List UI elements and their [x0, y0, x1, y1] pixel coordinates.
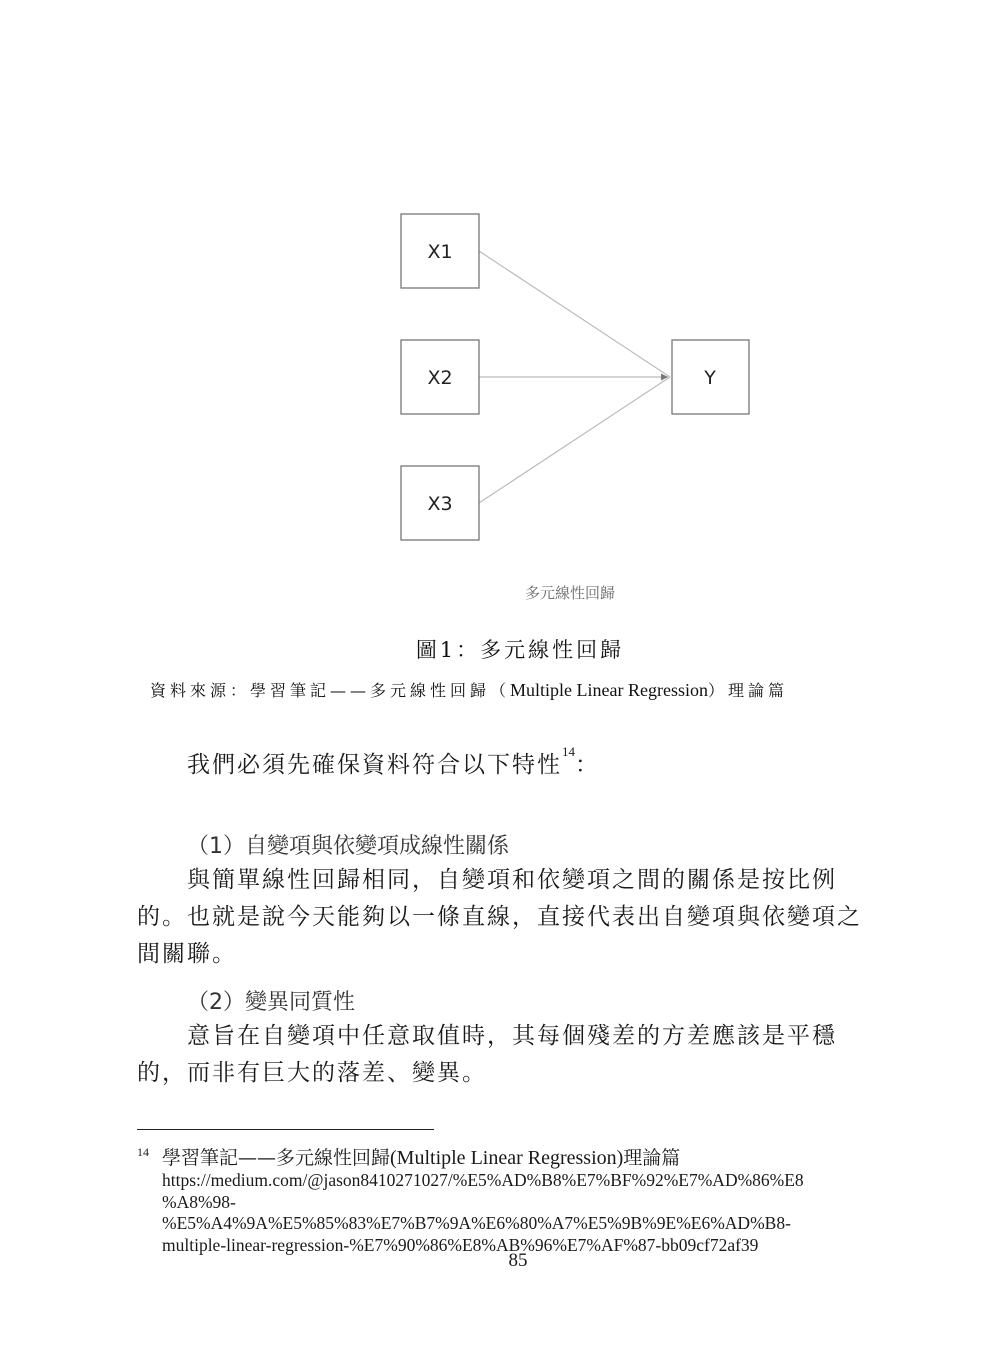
section-2-heading: （2）變異同質性 — [187, 990, 355, 1015]
node-x1-label: X1 — [427, 241, 453, 263]
paragraph-line: 的，而非有巨大的落差、變異。 — [137, 1060, 487, 1086]
figure-caption: 圖1：多元線性回歸 — [415, 638, 625, 662]
edge-x3-y — [479, 377, 670, 503]
node-x3-label: X3 — [427, 493, 453, 515]
paragraph-line: 意旨在自變項中任意取值時，其每個殘差的方差應該是平穩 — [137, 1023, 837, 1049]
footnote-url[interactable] — [162, 1170, 902, 1256]
node-y-label: Y — [704, 367, 716, 389]
section-2-paragraph — [137, 1018, 903, 1092]
source-suffix: ）理論篇 — [707, 681, 788, 700]
edge-x1-y — [479, 251, 670, 377]
footnote-url-line[interactable]: %E5%A4%9A%E5%85%83%E7%B7%9A%E6%80%A7%E5%9B%9E%E6%AD%B8- — [162, 1213, 791, 1233]
footnote-divider — [137, 1129, 434, 1130]
node-x2-label: X2 — [427, 367, 453, 389]
footnote-title — [162, 1143, 680, 1170]
regression-diagram — [0, 0, 1000, 620]
intro-text: 我們必須先確保資料符合以下特性 — [187, 752, 562, 778]
page-number: 85 — [508, 1250, 528, 1271]
footnote-title-latin: (Multiple Linear Regression) — [390, 1147, 624, 1169]
footnote-title-suffix: 理論篇 — [623, 1147, 681, 1169]
footnote-url-line[interactable]: https://medium.com/@jason8410271027/%E5%AD%B8%E7%BF%92%E7%AD%86%E8 — [162, 1170, 804, 1190]
source-latin: Multiple Linear Regression — [510, 680, 708, 700]
footnote-url-line[interactable]: multiple-linear-regression-%E7%90%86%E8%AB%96%E7%AF%87-bb09cf72af39 — [162, 1234, 759, 1255]
paragraph-line: 與簡單線性回歸相同，自變項和依變項之間的關係是按比例 — [137, 867, 837, 893]
source-prefix: 資料來源：學習筆記——多元線性回歸（ — [150, 681, 511, 700]
paragraph-line: 間關聯。 — [137, 941, 237, 967]
footnote-number: 14 — [137, 1145, 149, 1159]
footnote-url-line[interactable]: %A8%98- — [162, 1191, 236, 1212]
paragraph-line: 的。也就是說今天能夠以一條直線，直接代表出自變項與依變項之 — [137, 904, 862, 930]
diagram-caption: 多元線性回歸 — [524, 584, 615, 602]
footnote-reference: 14 — [562, 744, 575, 759]
intro-end: ： — [575, 752, 600, 778]
figure-source — [150, 678, 910, 701]
section-1-heading: （1）自變項與依變項成線性關係 — [187, 834, 509, 859]
intro-sentence — [187, 746, 600, 779]
footnote-title-prefix: 學習筆記——多元線性回歸 — [162, 1147, 391, 1169]
section-1-paragraph — [137, 862, 903, 973]
